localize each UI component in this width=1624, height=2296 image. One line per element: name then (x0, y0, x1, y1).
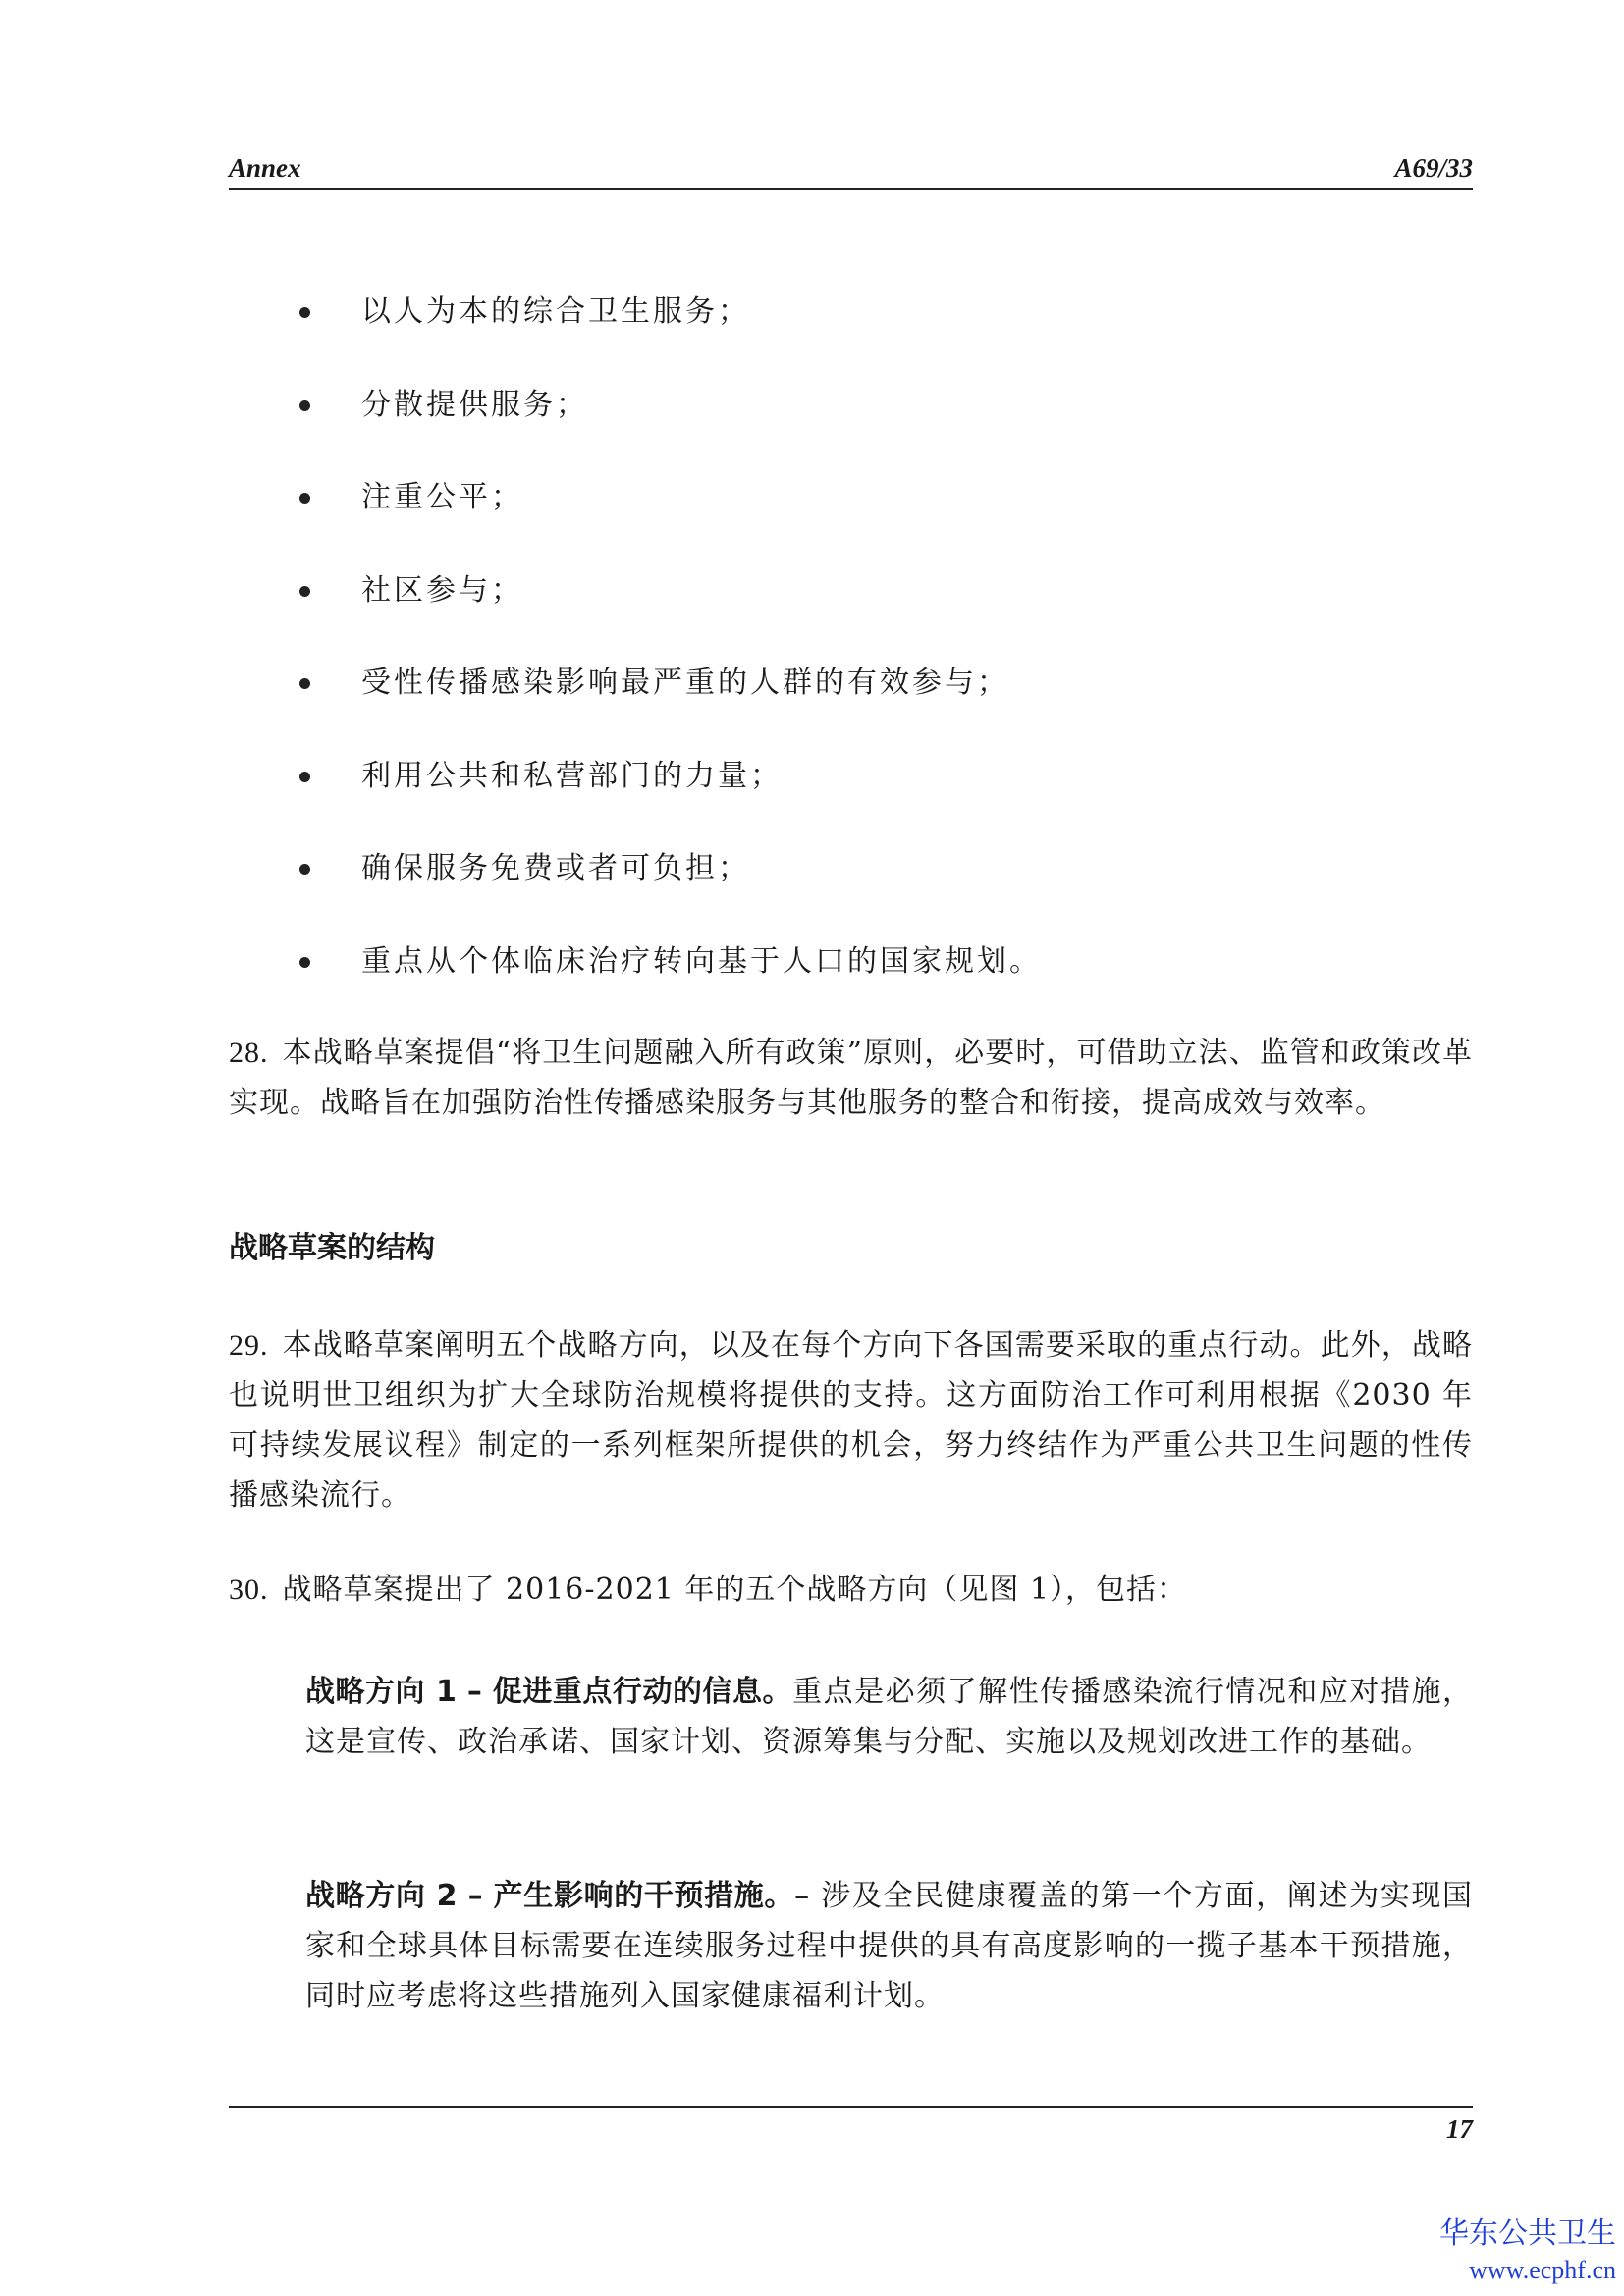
page-number: 17 (1446, 2114, 1473, 2144)
bullet-text: 分散提供服务； (361, 387, 588, 422)
watermark-name: 华东公共卫生 (1439, 2216, 1616, 2251)
paragraph-number: 30. (229, 1574, 269, 1606)
direction-text: – 涉及全民健康覆盖的第一个方面，阐述为实现国家和全球具体目标需要在连续服务过程中提供的具有高度影响的一揽子基本干预措施，同时应考虑将这些措施列入国家健康福利计划。 (305, 1879, 1473, 2013)
bullet-dot-icon (299, 957, 310, 968)
bullet-item (229, 384, 1473, 477)
paragraph-text: 本战略草案阐明五个战略方向，以及在每个方向下各国需要采取的重点行动。此外，战略也说明世卫组织为扩大全球防治规模将提供的支持。这方面防治工作可利用根据《2030 年可持续发展议程》制定的一系列框架所提供的机会，努力终结作为严重公共卫生问题的性传播感染流行。 (229, 1328, 1473, 1513)
bullet-text: 以人为本的综合卫生服务； (361, 294, 750, 329)
bullet-dot-icon (299, 586, 310, 597)
header-document-code: A69/33 (1394, 153, 1473, 183)
bullet-text: 注重公平； (361, 480, 523, 514)
bullet-text: 重点从个体临床治疗转向基于人口的国家规划。 (361, 943, 1042, 979)
bullet-dot-icon (299, 307, 310, 318)
bullet-item (229, 291, 1473, 384)
paragraph-number: 29. (229, 1329, 269, 1362)
paragraph-28 (229, 1028, 1473, 1128)
bullet-item (229, 755, 1473, 848)
bullet-item (229, 662, 1473, 755)
bullet-text: 利用公共和私营部门的力量； (361, 758, 783, 793)
paragraph-text: 战略草案提出了 2016-2021 年的五个战略方向（见图 1），包括： (282, 1573, 1188, 1607)
bullet-item (229, 476, 1473, 569)
document-page (229, 0, 1473, 2296)
bullet-dot-icon (299, 678, 310, 689)
bullet-text: 受性传播感染影响最严重的人群的有效参与； (361, 666, 1009, 700)
paragraph-30 (229, 1565, 1473, 1615)
watermark-url: www.ecphf.cn (1469, 2256, 1616, 2284)
bullet-dot-icon (299, 772, 310, 782)
bullet-dot-icon (299, 400, 310, 411)
bullet-item (229, 847, 1473, 940)
strategic-direction-2 (305, 1871, 1473, 2021)
section-heading: 战略草案的结构 (229, 1231, 435, 1265)
header-annex-label: Annex (229, 153, 301, 183)
running-header (229, 151, 1473, 190)
bullet-text: 社区参与； (361, 572, 523, 608)
bullet-item (229, 569, 1473, 663)
direction-title: 战略方向 1 – 促进重点行动的信息。 (305, 1675, 793, 1709)
source-watermark (1439, 2215, 1616, 2287)
paragraph-text: 本战略草案提倡“将卫生问题融入所有政策”原则，必要时，可借助立法、监管和政策改革实现。战略旨在加强防治性传播感染服务与其他服务的整合和衔接，提高成效与效率。 (229, 1036, 1473, 1120)
paragraph-29 (229, 1320, 1473, 1521)
principles-bullet-list (229, 291, 1473, 1033)
direction-title: 战略方向 2 – 产生影响的干预措施。 (305, 1879, 795, 1913)
bullet-dot-icon (299, 493, 310, 504)
paragraph-number: 28. (229, 1037, 269, 1069)
bullet-dot-icon (299, 864, 310, 875)
bullet-item (229, 940, 1473, 1034)
footer-divider (229, 2106, 1473, 2108)
bullet-text: 确保服务免费或者可负担； (361, 851, 750, 885)
strategic-direction-1 (305, 1667, 1473, 1767)
direction-text: 重点是必须了解性传播感染流行情况和应对措施，这是宣传、政治承诺、国家计划、资源筹集与分配、实施以及规划改进工作的基础。 (305, 1675, 1473, 1759)
